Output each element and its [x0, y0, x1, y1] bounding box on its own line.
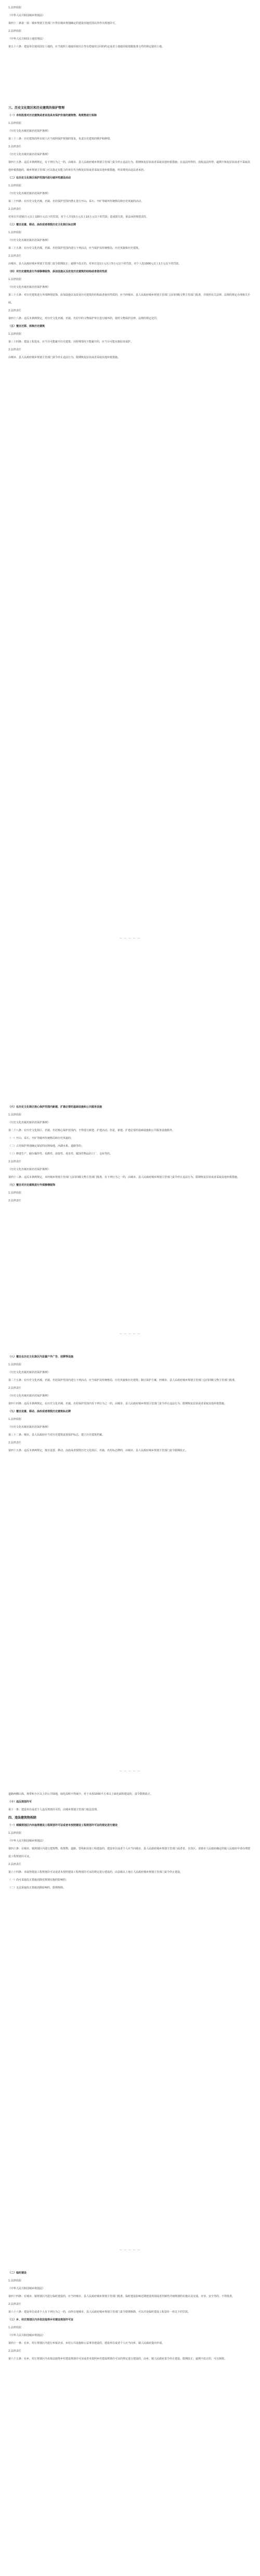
paragraph: 《历史文化名城名镇名村保护条例》 — [8, 239, 50, 242]
item-label: 1.法律依据 — [8, 1191, 21, 1195]
paragraph: 第四十四条：在城市、镇规划区内进行临时建设的，应当经城市、县人民政府城乡规划主管部门批准。临时建设影响近期建设规划或者控制性详细规划的实施以及交通、市容、安全等的，不得批准。 — [8, 2295, 235, 2298]
paragraph: 第四十二条第一款：城乡规划主管部门不得在城乡规划确定的建设用地范围以外作出规划许可。 — [8, 22, 118, 25]
paragraph: 《历史文化名城名镇名村保护条例》 — [8, 1121, 50, 1124]
section-block-2 — [8, 104, 252, 362]
item-label: 1.法律依据 — [8, 2279, 21, 2282]
section-separator: — — — — — — [119, 2249, 141, 2252]
paragraph: 《中华人民共和国城乡规划法》 — [8, 2334, 45, 2337]
paragraph: 第三十二条：城市、县人民政府应当对历史建筑设置保护标志，建立历史建筑档案。 — [8, 1433, 105, 1437]
paragraph: 第二十八条：在历史文化街区、名镇、名村核心保护范围内，不得进行新建、扩建活动。但是，新建、扩建必要的基础设施和公共服务设施除外。 — [8, 1129, 175, 1132]
paragraph: 第六十四条：未取得建设工程规划许可证或者未按照建设工程规划许可证的规定进行建设的，由县级以上地方人民政府城乡规划主管部门责令停止建设。 — [8, 1871, 183, 1874]
paragraph: 第三十三条：历史建筑的所有权人应当按照保护规划的要求，负责历史建筑的维护和修缮。 — [8, 137, 113, 141]
paragraph: 第二十五条：在历史文化名城、名镇、名村保护范围内进行下列活动，应当保护其传统格局、历史风貌和历史建筑；制订保护方案，经城市、县人民政府城乡规划主管部门会同同级文物主管部门批准。 — [8, 1379, 238, 1382]
item-label: 1.法律依据 — [8, 1418, 21, 1421]
subsection-heading: （九）擅自设置、移动、涂改或者损毁历史建筑标志牌 — [8, 1410, 71, 1413]
section-heading: 四、违法建筑物拆除 — [8, 1816, 37, 1820]
paragraph: （二）无法采取改正措施消除影响的，限期拆除。 — [8, 1886, 66, 1889]
subsection-heading: （一）未经批准对历史建筑或者其他具有保护价值的建筑物、构筑物进行拆除 — [8, 114, 97, 117]
item-label: 2.法律责任 — [8, 145, 21, 148]
item-label: 2.法律责任 — [8, 1441, 21, 1444]
paragraph: 对单位并处50万元以上100万元以下的罚款，对个人并处5万元以上10万元以下的罚款；造成损失的，依法承担赔偿责任。 — [8, 215, 149, 219]
paragraph: 第四十一条：在乡、村庄规划区内进行乡镇企业、乡村公共设施和公益事业建设的，建设单位或者个人应当向乡、镇人民政府提出申请。 — [8, 2342, 165, 2345]
item-label: 2.法律责任 — [8, 1387, 21, 1390]
paragraph: 《中华人民共和国土地管理法》 — [8, 37, 45, 41]
paragraph: 《历史文化名城名镇名村保护条例》 — [8, 286, 50, 289]
item-label: 2.法律责任 — [8, 208, 21, 211]
subsection-heading: （六）在历史文化街区核心保护范围内新建、扩建必要的基础设施和公共服务设施 — [8, 1106, 102, 1109]
paragraph: 第四十四条：违反本条例规定，在历史文化名城、名镇、名村保护范围内有下列行为之一的，由城市、县人民政府城乡规划主管部门责令停止违法行为、限期恢复原状或者采取其他补救措施。 — [8, 1402, 227, 1405]
subsection-heading: （十）违反规划许可 — [8, 1800, 32, 1804]
item-label: 2.法律责任 — [8, 255, 21, 258]
paragraph: 《中华人民共和国城乡规划法》 — [8, 2287, 45, 2290]
item-label: 2.法律责任 — [8, 2350, 21, 2353]
paragraph: 《历史文化名城名镇名村保护条例》 — [8, 130, 50, 133]
paragraph: 第二十四条：在历史文化名城、名镇、名村保护范围内禁止进行开山、采石、开矿等破坏传统格局和历史风貌的活动。 — [8, 200, 144, 203]
item-label: 1.法律依据 — [8, 6, 21, 9]
paragraph: 第十一条：建设单位或者个人违反规划许可的，由城乡规划主管部门依法处理。 — [8, 1808, 100, 1811]
paragraph: 第四十五条：违反本条例规定，有下列行为之一的，由城市、县人民政府城乡规划主管部门责令停止违法行为、限期恢复原状或者采取其他补救措施；有违法所得的，没收违法所得；逾期不恢复原状或者不采取其他补救措施的，城乡规划主管部门可以指定有能力的单位代为恢复原状或者采取其他补救措施，所需费用由违法者承担。 — [8, 161, 251, 172]
item-label: 2.法律依据 — [8, 30, 21, 33]
item-label: 1.法律依据 — [8, 122, 21, 125]
section-heading: 三、历史文化街区和历史建筑的保护管理 — [8, 106, 65, 110]
subsection-heading: （二）临时建设 — [8, 2272, 27, 2275]
section-separator: — — — — — — [119, 1770, 141, 1773]
paragraph: 《历史文化名城名镇名村保护条例》 — [8, 153, 50, 156]
paragraph: 第六十六条：建设单位或者个人有下列行为之一的，由所在地城市、县人民政府城乡规划主管部门责令限期拆除，可以并处临时建设工程造价一倍以下的罚款。 — [8, 2311, 191, 2314]
subsection-heading: （三）擅自设置、移动、涂改或者损毁历史文化街区标志牌 — [8, 223, 76, 226]
subsection-heading: （三）乡、村庄规划区内未依法取得乡村建设规划许可证 — [8, 2318, 74, 2321]
paragraph: （一）尚可采取改正措施消除对规划实施的影响的； — [8, 1879, 69, 1882]
paragraph: 道路两侧山体、林带和小区以上的公共绿地，绿化面积不得减少，对于未按1000平方米以上绿化面积建设的，责令限期改正。 — [8, 1793, 153, 1796]
subsection-heading: （七）擅自对历史建筑进行外部修缮装饰 — [8, 1184, 56, 1187]
paragraph: 由城市、县人民政府城乡规划主管部门责令停止违法行为、限期恢复原状或者采取其他补救措施。 — [8, 356, 121, 359]
paragraph: （二）占用保护规划确定保留的园林绿地、河湖水系、道路等的； — [8, 1145, 84, 1148]
paragraph: 《历史文化名城名镇名村保护条例》 — [8, 1426, 50, 1429]
paragraph: （一）开山、采石、开矿等破坏传统格局和历史风貌的； — [8, 1137, 74, 1140]
item-label: 1.法律依据 — [8, 1832, 21, 1835]
section-separator: — — — — — — [119, 937, 141, 940]
paragraph: 第三十四条：建设工程选址，应当尽可能避开历史建筑；因特殊情况不能避开的，应当尽可能实施原址保护。 — [8, 340, 134, 344]
item-label: 1.法律依据 — [8, 2326, 21, 2329]
subsection-heading: （八）擅自在历史文化街区内设置户外广告、招牌等设施 — [8, 1355, 74, 1359]
paragraph: 《历史文化名城名镇名村保护条例》 — [8, 1394, 50, 1398]
paragraph: 由城市、县人民政府城乡规划主管部门责令限期改正；逾期不改正的，对单位处1万元以上5万元以下的罚款，对个人处1000元以上1万元以下的罚款。 — [8, 262, 181, 265]
paragraph: 《历史文化名城名镇名村保护条例》 — [8, 192, 50, 195]
paragraph: 第五十六条：建设单位使用国有土地的，应当按照土地使用权出让等有偿使用合同的约定或者土地使用权划拨批准文件的规定使用土地。 — [8, 45, 165, 48]
paragraph: （三）修建生产、储存爆炸性、易燃性、放射性、毒害性、腐蚀性物品的工厂、仓库等的。 — [8, 1152, 113, 1156]
paragraph: 第四十条：在城市、镇规划区内进行建筑物、构筑物、道路、管线和其他工程建设的，建设单位或者个人应当向城市、县人民政府城乡规划主管部门或者省、自治区、直辖市人民政府确定的镇人民政府申请办理建设工程规划许可证。 — [8, 1847, 251, 1858]
subsection-heading: （二）在历史文化街区保护范围内进行破坏性建设活动 — [8, 176, 71, 180]
item-label: 1.法律依据 — [8, 1363, 21, 1366]
item-label: 1.法律依据 — [8, 333, 21, 336]
item-label: 2.法律责任 — [8, 309, 21, 312]
item-label: 2.法律责任 — [8, 348, 21, 351]
item-label: 2.法律责任 — [8, 1160, 21, 1163]
item-label: 1.法律依据 — [8, 1113, 21, 1116]
item-label: 1.法律依据 — [8, 184, 21, 187]
section-block-6 — [8, 2269, 252, 2363]
item-label: 2.法律责任 — [8, 1863, 21, 1866]
item-label: 2.法律责任 — [8, 1199, 21, 1202]
paragraph: 《中华人民共和国城乡规划法》 — [8, 14, 45, 17]
item-label: 1.法律依据 — [8, 231, 21, 234]
paragraph: 第三十五条：对历史建筑进行外部修缮装饰、添加设施以及改变历史建筑的结构或者使用性质的，应当经城市、县人民政府城乡规划主管部门会同同级文物主管部门批准，并依照有关法律、法规的规定办理相关手续。 — [8, 294, 251, 304]
section-block-4 — [8, 1353, 252, 1455]
section-block-3 — [8, 1103, 252, 1205]
paragraph: 第四十三条：违反本条例规定，未经城乡规划主管部门会同同级文物主管部门批准，有下列行为之一的，由城市、县人民政府城乡规划主管部门责令停止违法行为、限期恢复原状或者采取其他补救措施。 — [8, 1176, 240, 1179]
paragraph: 第六十五条：在乡、村庄规划区内未依法取得乡村建设规划许可证或者未按照乡村建设规划许可证的规定进行建设的，由乡、镇人民政府责令停止建设、限期改正；逾期不改正的，可以拆除。 — [8, 2357, 227, 2361]
paragraph: 《历史文化名城名镇名村保护条例》 — [8, 1168, 50, 1171]
paragraph: 第二十五条：在历史文化名城、名镇、名村保护范围内进行下列活动，应当保护其传统格局、历史风貌和历史建筑。 — [8, 247, 141, 250]
paragraph: 《中华人民共和国城乡规划法》 — [8, 1839, 45, 1843]
paragraph: 《历史文化名城名镇名村保护条例》 — [8, 1371, 50, 1374]
item-label: 2.法律责任 — [8, 2303, 21, 2306]
item-label: 1.法律依据 — [8, 278, 21, 281]
subsection-heading: （五）擅自迁移、拆除历史建筑 — [8, 325, 45, 328]
section-block-1 — [8, 4, 252, 51]
subsection-heading: （四）对历史建筑进行外部修缮装饰、添加设施以及改变历史建筑的结构或者使用性质 — [8, 270, 108, 273]
paragraph: 第四十六条：违反本条例规定，对历史文化名城、名镇、名村中的文物保护单位进行破坏的，依照文物保护法律、法规的规定处罚。 — [8, 317, 160, 320]
paragraph: 第四十五条：违反本条例规定，擅自设置、移动、涂改或者损毁历史文化街区、名镇、名村标志牌的，由城市、县人民政府城乡规划主管部门责令限期改正。 — [8, 1449, 188, 1452]
section-separator: — — — — — — [119, 1333, 141, 1336]
section-block-5 — [8, 1791, 252, 1892]
subsection-heading: （一）城镇规划区内未取得建设工程规划许可证或者未按照建设工程规划许可证的规定进行建设 — [8, 1824, 118, 1827]
